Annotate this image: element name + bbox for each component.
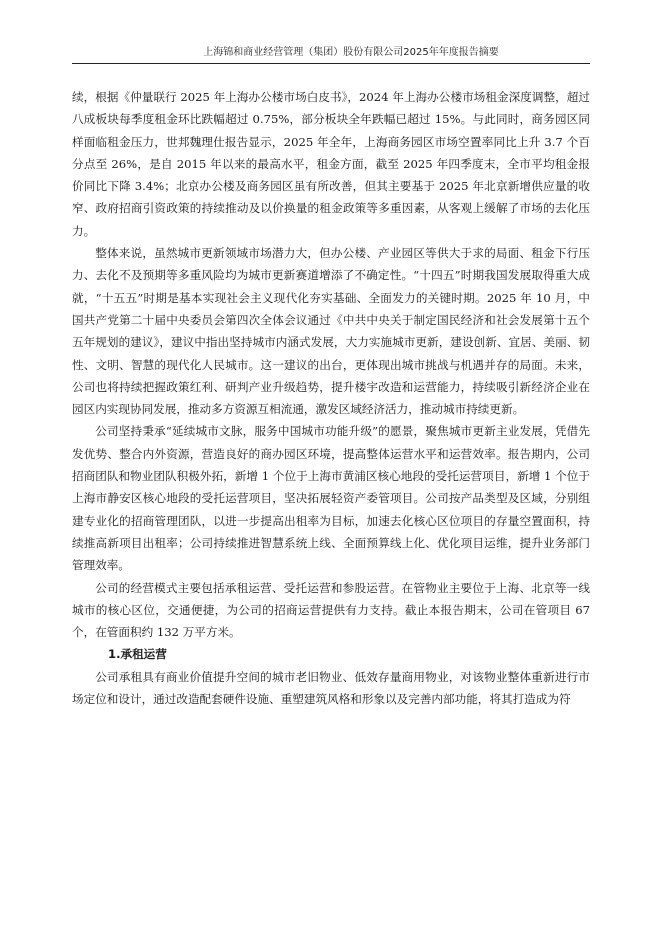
paragraph-urban-renewal-outlook: 整体来说，虽然城市更新领域市场潜力大，但办公楼、产业园区等供大于求的局面、租金下行压力、去化不及预期等多重风险均为城市更新赛道增添了不确定性。“十四五”时期我国发展取得重大成就，“十五五”时期是基本实现社会主义现代化夯实基础、全面发力的关键时期。2025 年 10 月，中国共产党第二十届中央委员会第四次全体会议通过《中共中央关于制定国民经济和社会发展第十五个五年规划的建议》，建议中指出坚持城市内涵式发展，大力实施城市更新，建设创新、宜居、美丽、韧性、文明、智慧的现代化人民城市。这一建议的出台，更体现出城市挑战与机遇并存的局面。未来，公司也将持续把握政策红利、研判产业升级趋势，提升楼宇改造和运营能力，持续吸引新经济企业在园区内实现协同发展，推动多方资源互相流通，激发区域经济活力，推动城市持续更新。 bbox=[72, 246, 590, 417]
running-header: 上海锦和商业经营管理（集团）股份有限公司2025年年度报告摘要 bbox=[203, 47, 499, 58]
report-body bbox=[72, 86, 590, 710]
header-divider bbox=[72, 63, 590, 64]
paragraph-business-model: 公司的经营模式主要包括承租运营、受托运营和参股运营。在管物业主要位于上海、北京等一线城市的核心区位，交通便捷，为公司的招商运营提供有力支持。截止本报告期末，公司在管项目 67 个，在管面积约 132 万平方米。 bbox=[72, 580, 590, 640]
paragraph-lease-operation: 公司承租具有商业价值提升空间的城市老旧物业、低效存量商用物业，对该物业整体重新进行市场定位和设计，通过改造配套硬件设施、重塑建筑风格和形象以及完善内部功能，将其打造成为符 bbox=[72, 669, 590, 707]
paragraph-market-rent: 续，根据《仲量联行 2025 年上海办公楼市场白皮书》，2024 年上海办公楼市场租金深度调整，超过八成板块每季度租金环比跌幅超过 0.75%，部分板块全年跌幅已超过 15%。与此同时，商务园区同样面临租金压力，世邦魏理仕报告显示，2025 年全年，上海商务园区市场空置率同比上升 3.7 个百分点至 26%，是自 2015 年以来的最高水平，租金方面，截至 2025 年四季度末，全市平均租金报价同比下降 3.4%；北京办公楼及商务园区虽有所改善，但其主要基于 2025 年北京新增供应量的收窄、政府招商引资政策的持续推动及以价换量的租金政策等多重因素，从客观上缓解了市场的去化压力。 bbox=[72, 90, 590, 238]
section-heading: 1.承租运营 bbox=[108, 647, 167, 662]
paragraph-company-strategy: 公司坚持秉承“延续城市文脉，服务中国城市功能升级”的愿景，聚焦城市更新主业发展，凭借先发优势、整合内外资源，营造良好的商办园区环境，提高整体运营水平和运营效率。报告期内，公司招商团队和物业团队积极外拓，新增 1 个位于上海市黄浦区核心地段的受托运营项目，新增 1 个位于上海市静安区核心地段的受托运营项目，坚决拓展轻资产委管项目。公司按产品类型及区域，分别组建专业化的招商管理团队，以进一步提高出租率为目标，加速去化核心区位项目的存量空置面积，持续推高新项目出租率；公司持续推进智慧系统上线、全面预算线上化、优化项目运维，提升业务部门管理效率。 bbox=[72, 424, 590, 573]
